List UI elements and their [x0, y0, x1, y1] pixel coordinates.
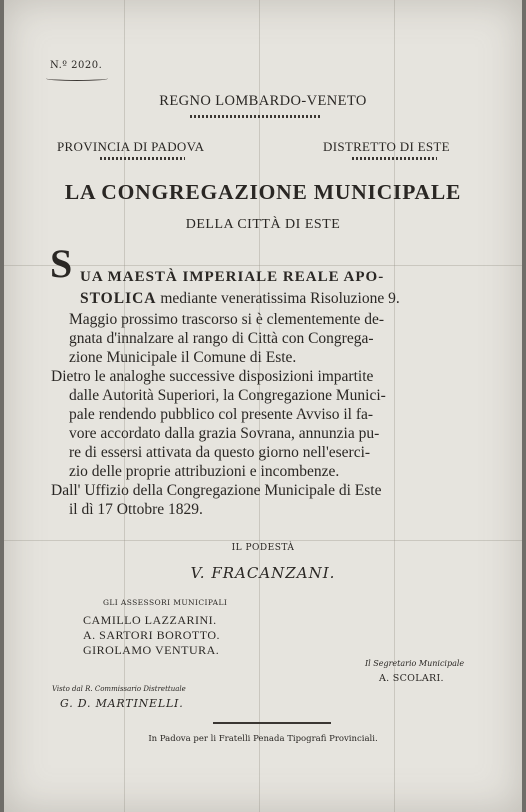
body-line: dalle Autorità Superiori, la Congregazione Munici-	[69, 387, 386, 404]
body-line: re di essersi attivata da questo giorno nell'eserci-	[69, 444, 371, 461]
secretary-signature: A. SCOLARI.	[379, 673, 444, 684]
body-line-2	[80, 291, 400, 307]
assessor-name: GIROLAMO VENTURA.	[83, 643, 220, 657]
body-line: zione Municipale il Comune di Este.	[69, 349, 297, 366]
body-line: Dietro le analoghe successive disposizioni impartite	[51, 368, 374, 385]
fold-crease	[4, 265, 522, 266]
podesta-label: IL PODESTÀ	[231, 543, 295, 553]
document-number: N.º 2020.	[50, 60, 103, 71]
province-heading: PROVINCIA DI PADOVA	[57, 139, 205, 154]
body-line: il dì 17 Ottobre 1829.	[69, 501, 203, 518]
assessor-name: CAMILLO LAZZARINI.	[83, 613, 217, 627]
body-line-1: UA MAESTÀ IMPERIALE REALE APO-	[80, 269, 385, 285]
fold-crease	[394, 0, 395, 812]
number-underline	[46, 76, 108, 81]
secretary-label: Il Segretario Municipale	[365, 659, 465, 668]
assessor-name: A. SARTORI BOROTTO.	[83, 628, 221, 642]
body-line: zio delle proprie attribuzioni e incombenze.	[69, 463, 340, 480]
district-dotted-rule	[352, 157, 437, 160]
body-line: Dall' Uffizio della Congregazione Municipale di Este	[51, 482, 382, 499]
body-line: Maggio prossimo trascorso si è clementemente de-	[69, 311, 385, 328]
body-line: pale rendendo pubblico col presente Avviso il fa-	[69, 406, 374, 423]
kingdom-heading: REGNO LOMBARDO-VENETO	[159, 93, 367, 109]
body-line: gnata d'innalzare al rango di Città con Congrega-	[69, 330, 374, 347]
body-line: vore accordato dalla grazia Sovrana, annunzia pu-	[69, 425, 380, 442]
drop-cap-letter: S	[50, 241, 73, 286]
fold-crease	[4, 540, 522, 541]
body-line-2-caps: STOLICA	[80, 290, 157, 307]
footer-rule	[213, 722, 331, 724]
podesta-signature: V. FRACANZANI.	[190, 564, 336, 582]
body-line-2-rest: mediante veneratissima Risoluzione 9.	[156, 290, 400, 307]
commissioner-label: Visto dal R. Commissario Distrettuale	[52, 685, 186, 693]
assessors-label: GLI ASSESSORI MUNICIPALI	[103, 598, 228, 607]
commissioner-signature: G. D. MARTINELLI.	[60, 697, 184, 710]
kingdom-dotted-rule	[190, 115, 322, 118]
province-dotted-rule	[100, 157, 185, 160]
printer-imprint: In Padova per li Fratelli Penada Tipografi Provinciali.	[148, 734, 378, 744]
subtitle: DELLA CITTÀ DI ESTE	[185, 217, 341, 232]
main-title: LA CONGREGAZIONE MUNICIPALE	[64, 180, 462, 204]
district-heading: DISTRETTO DI ESTE	[323, 139, 450, 154]
